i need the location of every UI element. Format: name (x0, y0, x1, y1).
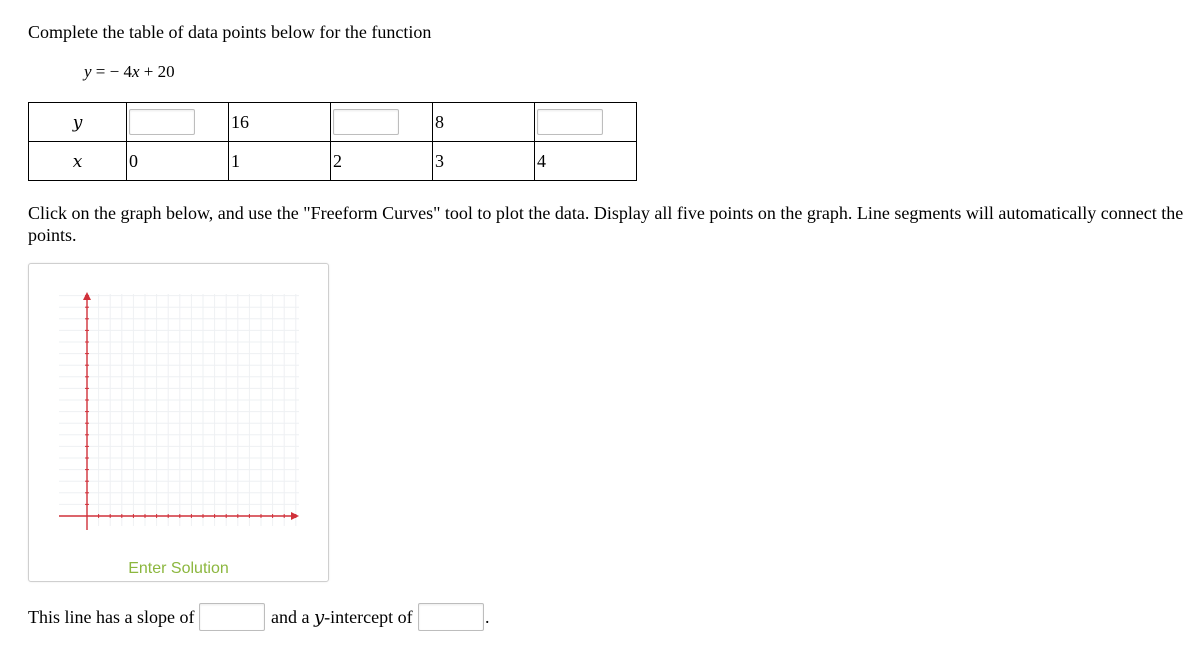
axis-ticks (85, 296, 296, 518)
x-cell-4: 3 (433, 142, 535, 181)
equation-constant: + 20 (139, 62, 175, 81)
x-row (29, 142, 637, 181)
x-cell-1: 0 (127, 142, 229, 181)
x-row-header: x (29, 142, 127, 181)
x-cell-2: 1 (229, 142, 331, 181)
data-points-table (28, 102, 637, 181)
plot-instructions: Click on the graph below, and use the "Freeform Curves" tool to plot the data. Display all five points on the graph. Line segments will automatically connect the points. (28, 203, 1184, 245)
equation-y: y (84, 62, 92, 81)
y-input-1[interactable] (129, 109, 195, 135)
x-cell-3: 2 (331, 142, 433, 181)
y-cell-3 (331, 103, 433, 142)
y-cell-1 (127, 103, 229, 142)
function-equation (84, 62, 175, 82)
y-cell-5 (535, 103, 637, 142)
y-cell-4: 8 (433, 103, 535, 142)
intercept-prefix: and a y-intercept of (271, 607, 413, 628)
y-cell-2: 16 (229, 103, 331, 142)
y-input-5[interactable] (537, 109, 603, 135)
slope-prefix: This line has a slope of (28, 607, 195, 627)
y-row (29, 103, 637, 142)
x-axis-arrow (291, 512, 299, 520)
graph-grid (59, 294, 299, 526)
y-intercept-input[interactable] (418, 603, 484, 631)
enter-solution-button[interactable]: Enter Solution (128, 560, 229, 577)
equation-coefficient: = − 4 (91, 62, 132, 81)
x-cell-5: 4 (535, 142, 637, 181)
graph-canvas[interactable] (29, 264, 328, 581)
graph-widget[interactable] (28, 263, 329, 582)
y-input-3[interactable] (333, 109, 399, 135)
y-row-header: y (29, 103, 127, 142)
intro-text: Complete the table of data points below for the function (28, 22, 432, 42)
equation-x: x (131, 62, 140, 81)
slope-input[interactable] (199, 603, 265, 631)
sentence-period: . (485, 607, 490, 627)
